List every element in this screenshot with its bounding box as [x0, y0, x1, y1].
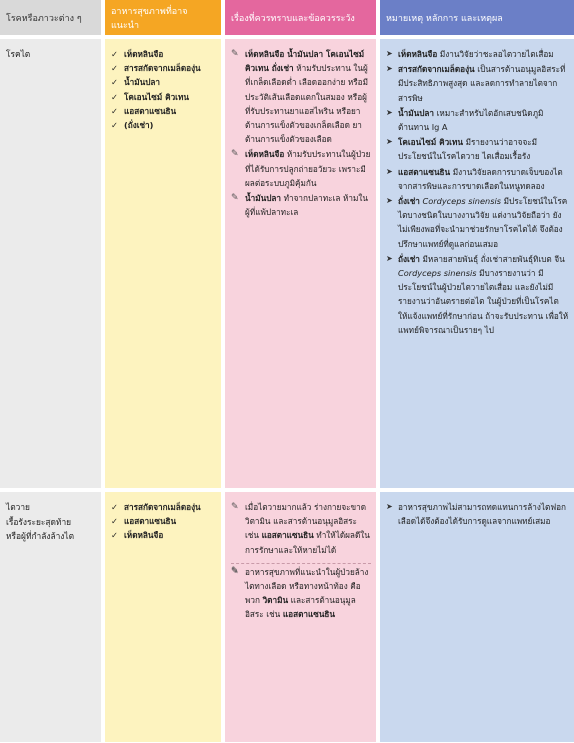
food-item: ✓ เห็ดหลินจือ [111, 47, 216, 61]
note-item: ➤ แอสตาแซนธิน มีงานวิจัยลดการบาดเจ็บของไตจากสารพิษและการขาดเลือดในหนูทดลอง [386, 165, 569, 193]
header-cautions: เรื่องที่ควรทราบและข้อควรระวัง [225, 0, 376, 35]
food-item: ✓ สารสกัดจากเมล็ดองุ่น [111, 61, 216, 75]
header-disease: โรคหรือภาวะต่าง ๆ [0, 0, 101, 35]
note-item: ➤ ถั่งเช่า Cordyceps sinensis มีประโยชน์ในโรคไตบางชนิดในบางงานวิจัย แต่งานวิจัยถือว่า ยังไม่เพียงพอที่จะนำมาช่วยรักษาโรคไตได้ จึงต้องปรึกษาแพทย์ที่ดูแลก่อนเสมอ [386, 194, 569, 251]
row2-disease [0, 492, 101, 742]
note-item: ➤ สารสกัดจากเมล็ดองุ่น เป็นสารต้านอนุมูลอิสระที่มีประสิทธิภาพสูงสุด และลดการทำลายไตจากสารพิษ [386, 62, 569, 105]
row1-notes [380, 39, 574, 488]
row2-foods [105, 492, 221, 742]
row1-disease [0, 39, 101, 488]
food-item: ✓ เห็ดหลินจือ [111, 528, 216, 542]
caution-item: ✎ เมื่อไตวายมากแล้ว ร่างกายจะขาดวิตามิน และสารต้านอนุมูลอิสระ เช่น แอสตาแซนธิน ทำให้ได้ผลดีในการรักษาและให้หายไม่ได้ [231, 500, 371, 557]
header-notes: หมายเหตุ หลักการ และเหตุผล [380, 0, 574, 35]
row1-cautions [225, 39, 376, 488]
disease-label: โรคไต [6, 49, 31, 59]
header-foods: อาหารสุขภาพที่อาจแนะนำ [105, 0, 221, 35]
food-item: ✓ แอสตาแซนธิน [111, 514, 216, 528]
note-item: ➤ อาหารสุขภาพไม่สามารถทดแทนการล้างไตฟอกเลือดได้จึงต้องได้รับการดูแลจากแพทย์เสมอ [386, 500, 569, 528]
note-item: ➤ เห็ดหลินจือ มีงานวิจัยว่าชะลอไตวายไตเสื่อม [386, 47, 569, 61]
food-item: ✓ สารสกัดจากเมล็ดองุ่น [111, 500, 216, 514]
note-item: ➤ น้ำมันปลา เหมาะสำหรับไตอักเสบชนิดภูมิต้านทาน Ig A [386, 106, 569, 134]
note-item: ➤ โคเอนไซม์ คิวเทน มีรายงานว่าอาจจะมีประโยชน์ในโรคไตวาย ไตเสื่อมเรื้อรัง [386, 135, 569, 163]
food-item: ✓ โคเอนไซม์ คิวเทน [111, 90, 216, 104]
caution-item: ✎ เห็ดหลินจือ ห้ามรับประทานในผู้ป่วยที่ได้รับการปลูกถ่ายอวัยวะ เพราะมีผลต่อระบบภูมิคุ้มกัน [231, 147, 371, 190]
food-item: ✓ แอสตาแซนธิน [111, 104, 216, 118]
note-item: ➤ ถั่งเช่า มีหลายสายพันธุ์ ถั่งเช่าสายพันธุ์ทิเบต จีน Cordyceps sinensis มีบางรายงานว่า มีประโยชน์ในผู้ป่วยไตวายไตเสื่อม และยังไม่มีรายงานว่าอันตรายต่อไต ในผู้ป่วยที่เป็นโรคไต ให้แจ้งแพทย์ที่รักษาก่อน ถ้าจะรับประทาน เพื่อให้แพทย์พิจารณาเป็นรายๆ ไป [386, 252, 569, 337]
row2-notes [380, 492, 574, 742]
caution-item: ✎ อาหารสุขภาพที่แนะนำในผู้ป่วยล้างไตทางเลือด หรือทางหน้าท้อง คือพวก วิตามิน และสารต้านอนุมูลอิสระ เช่น แอสตาแซนธิน [231, 565, 371, 622]
food-item: ✓ น้ำมันปลา [111, 75, 216, 89]
row2-cautions [225, 492, 376, 742]
food-item: ✓ (ถั่งเช่า) [111, 118, 216, 132]
caution-item: ✎ เห็ดหลินจือ น้ำมันปลา โคเอนไซม์ คิวเทน ถั่งเช่า ห้ามรับประทาน ในผู้ที่เกล็ดเลือดต่ำ เลือดออกง่าย หรือมีประวัติเส้นเลือดแตกในสมอง หรือผู้ที่รับประทานยาแอสไพริน หรือยาต้านการแข็งตัวของเกล็ดเลือด ยาต้านการแข็งตัวของเลือด [231, 47, 371, 146]
divider [231, 563, 371, 564]
disease-label: ไตวาย เรื้อรังระยะสุดท้าย หรือผู้ที่กำลังล้างไต [6, 502, 75, 541]
row1-foods [105, 39, 221, 488]
caution-item: ✎ น้ำมันปลา ทำจากปลาทะเล ห้ามในผู้ที่แพ้ปลาทะเล [231, 191, 371, 219]
